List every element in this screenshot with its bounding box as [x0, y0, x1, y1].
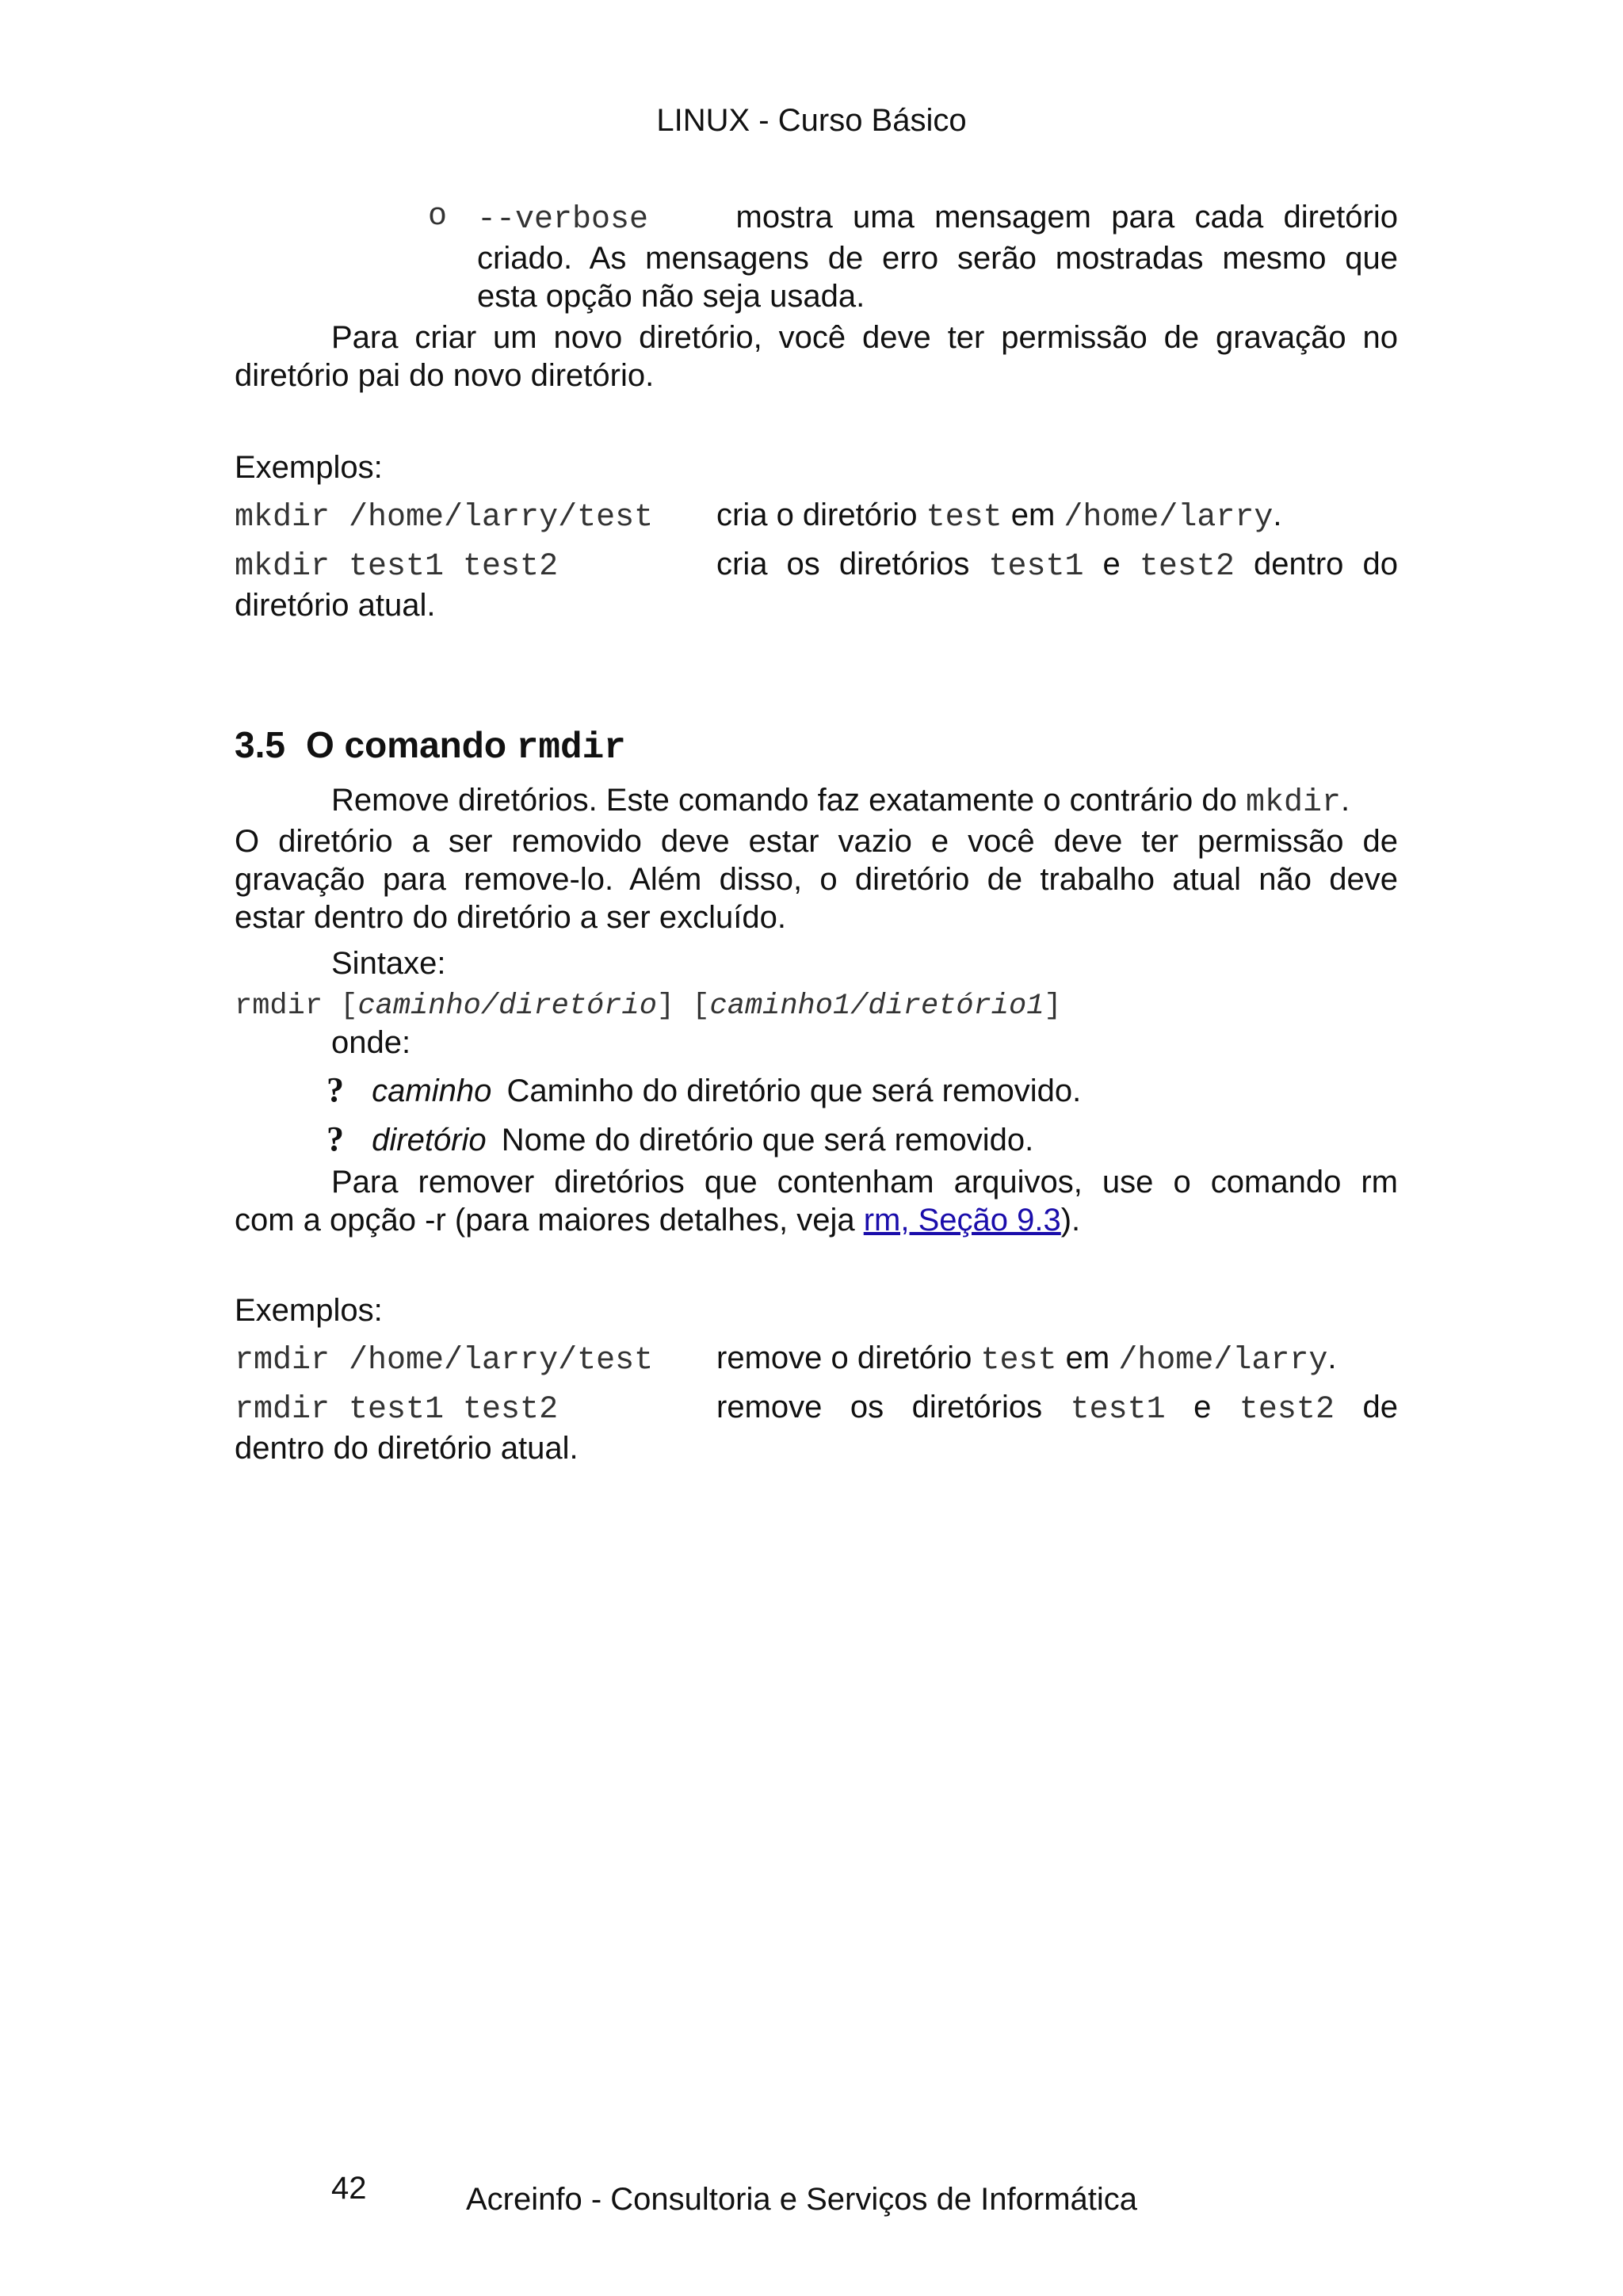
- verbose-line-1: [477, 198, 1398, 239]
- param-desc: Nome do diretório que será removido.: [501, 1123, 1034, 1158]
- syntax-arg: caminho/diretório: [357, 990, 657, 1023]
- example-text: cria os diretórios: [716, 547, 970, 582]
- onde-label: onde:: [331, 1025, 411, 1060]
- param-name: caminho: [372, 1074, 492, 1108]
- inline-code: /home/larry: [1064, 500, 1274, 536]
- example-text: .: [1273, 498, 1282, 532]
- examples-heading: Exemplos:: [235, 1293, 383, 1328]
- syntax-arg: caminho1/diretório1: [709, 990, 1044, 1023]
- rm-text: com a opção -r (para maiores detalhes, veja: [235, 1203, 864, 1238]
- example-text: .: [1327, 1341, 1337, 1375]
- param-item: [327, 1120, 1033, 1159]
- rm-line-1: Para remover diretórios que contenham arquivos, use o comando rm: [331, 1165, 1398, 1199]
- page-footer: Acreinfo - Consultoria e Serviços de Informática: [466, 2182, 1138, 2217]
- rmdir-description: [235, 781, 1398, 936]
- param-name: diretório: [372, 1123, 487, 1158]
- example-text: de: [1362, 1390, 1398, 1425]
- mkdir-permission-paragraph: [235, 318, 1398, 395]
- inline-code: test2: [1239, 1392, 1335, 1428]
- syntax-separator: ]: [1044, 990, 1062, 1023]
- example-description: [716, 496, 1398, 537]
- verbose-desc-1: mostra uma mensagem para cada diretório: [735, 200, 1398, 235]
- example-continuation: diretório atual.: [235, 588, 436, 623]
- example-text: remove o diretório: [716, 1341, 981, 1375]
- example-continuation: dentro do diretório atual.: [235, 1431, 579, 1466]
- bullet-marker: o: [428, 199, 448, 235]
- example-text: cria o diretório: [716, 498, 926, 532]
- syntax-command: rmdir [: [235, 990, 358, 1023]
- example-text: em: [1056, 1341, 1119, 1375]
- syntax-separator: ] [: [656, 990, 710, 1023]
- desc-line-1: [235, 781, 1398, 822]
- inline-code: test1: [988, 549, 1084, 585]
- verbose-line-3: esta opção não seja usada.: [477, 279, 865, 314]
- example-command: rmdir test1 test2: [235, 1392, 559, 1428]
- rm-section-link[interactable]: rm, Seção 9.3: [863, 1203, 1061, 1238]
- param-desc: Caminho do diretório que será removido.: [506, 1074, 1082, 1108]
- param-item: [327, 1071, 1081, 1110]
- section-title: O comando: [305, 724, 506, 765]
- desc-text: Remove diretórios. Este comando faz exatamente o contrário do: [331, 783, 1246, 818]
- verbose-flag: --verbose: [477, 202, 649, 238]
- rm-text: ).: [1060, 1203, 1081, 1238]
- inline-code: test: [980, 1343, 1057, 1379]
- inline-code: /home/larry: [1118, 1343, 1328, 1379]
- desc-line-2: O diretório a ser removido deve estar vazio e você deve ter permissão de: [235, 824, 1398, 859]
- example-description: [716, 1388, 1398, 1429]
- example-command: rmdir /home/larry/test: [235, 1343, 654, 1379]
- inline-code: test2: [1139, 549, 1235, 585]
- syntax-line: [235, 987, 1062, 1025]
- inline-code: mkdir: [1245, 785, 1341, 821]
- section-heading: [235, 723, 626, 770]
- example-description: [716, 545, 1398, 586]
- syntax-heading: Sintaxe:: [331, 946, 446, 981]
- inline-code: test1: [1070, 1392, 1166, 1428]
- desc-line-4: estar dentro do diretório a ser excluído.: [235, 900, 786, 935]
- permission-line-2: diretório pai do novo diretório.: [235, 358, 655, 393]
- example-text: em: [1002, 498, 1064, 532]
- question-mark-icon: ?: [327, 1070, 344, 1109]
- question-mark-icon: ?: [327, 1119, 344, 1158]
- example-text: dentro do: [1253, 547, 1398, 582]
- example-command: mkdir /home/larry/test: [235, 500, 654, 536]
- page-number: 42: [331, 2171, 367, 2206]
- desc-text: .: [1340, 783, 1350, 818]
- example-text: e: [1193, 1390, 1212, 1425]
- example-command: mkdir test1 test2: [235, 549, 559, 585]
- verbose-line-2: criado. As mensagens de erro serão mostradas mesmo que: [477, 241, 1398, 276]
- example-text: remove os diretórios: [716, 1390, 1043, 1425]
- desc-line-3: gravação para remove-lo. Além disso, o diretório de trabalho atual não deve: [235, 862, 1398, 897]
- permission-line-1: Para criar um novo diretório, você deve ter permissão de gravação no: [331, 320, 1398, 355]
- examples-heading: Exemplos:: [235, 450, 383, 485]
- section-number: 3.5: [235, 724, 285, 765]
- example-description: [716, 1339, 1398, 1380]
- verbose-option: [477, 198, 1398, 315]
- page-header: LINUX - Curso Básico: [656, 103, 967, 138]
- inline-code: test: [926, 500, 1002, 536]
- section-command: rmdir: [516, 727, 626, 769]
- example-text: e: [1102, 547, 1121, 582]
- rm-line-2: [235, 1201, 1398, 1239]
- rm-paragraph: [235, 1163, 1398, 1239]
